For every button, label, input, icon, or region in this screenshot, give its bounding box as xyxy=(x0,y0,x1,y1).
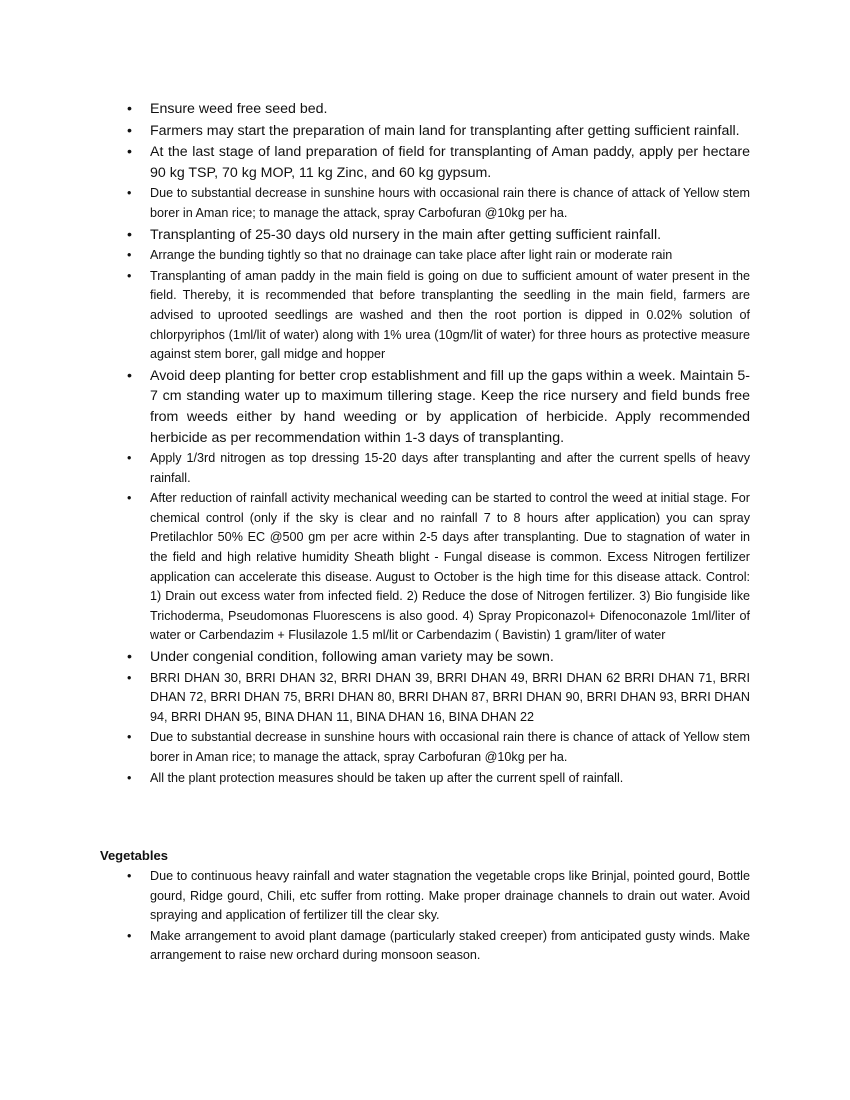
list-item: • Apply 1/3rd nitrogen as top dressing 15-20 days after transplanting and after the current spells of heavy rainfall. xyxy=(100,449,750,488)
list-item: • Due to substantial decrease in sunshine hours with occasional rain there is chance of attack of Yellow stem borer in Aman rice; to manage the attack, spray Carbofuran @10kg per ha. xyxy=(100,184,750,223)
list-item: • All the plant protection measures should be taken up after the current spell of rainfall. xyxy=(100,769,750,789)
rice-advisory-list xyxy=(100,99,750,789)
list-item: • At the last stage of land preparation of field for transplanting of Aman paddy, apply per hectare 90 kg TSP, 70 kg MOP, 11 kg Zinc, and 60 kg gypsum. xyxy=(100,142,750,183)
list-item: • Due to substantial decrease in sunshine hours with occasional rain there is chance of attack of Yellow stem borer in Aman rice; to manage the attack, spray Carbofuran @10kg per ha. xyxy=(100,728,750,767)
list-item: • Transplanting of 25-30 days old nursery in the main after getting sufficient rainfall. xyxy=(100,225,750,246)
list-item: • Under congenial condition, following aman variety may be sown. xyxy=(100,647,750,668)
list-item: • Arrange the bunding tightly so that no drainage can take place after light rain or moderate rain xyxy=(100,246,750,266)
list-item: • After reduction of rainfall activity mechanical weeding can be started to control the weed at initial stage. For chemical control (only if the sky is clear and no rainfall 7 to 8 hours after application) you can spray Pretilachlor 50% EC @500 gm per acre within 2-5 days after transplanting. Due to stagnation of water in the field and high relative humidity Sheath blight - Fungal disease is common. Excess Nitrogen fertilizer application can accelerate this disease. August to October is the high time for this disease attack. Control: 1) Drain out excess water from infected field. 2) Reduce the dose of Nitrogen fertilizer. 3) Bio fungiside like Trichoderma, Pseudomonas Fluorescens is also good. 4) Spray Propiconazol+ Difenoconazole 1ml/liter of water or Carbendazim + Flusilazole 1.5 ml/lit or Carbendazim ( Bavistin) 1 gram/liter of water xyxy=(100,489,750,646)
list-item: • Avoid deep planting for better crop establishment and fill up the gaps within a week. Maintain 5-7 cm standing water up to maximum tillering stage. Keep the rice nursery and field bunds free from weeds either by hand weeding or by application of herbicide. Apply recommended herbicide as per recommendation within 1-3 days of transplanting. xyxy=(100,366,750,448)
list-item: • BRRI DHAN 30, BRRI DHAN 32, BRRI DHAN 39, BRRI DHAN 49, BRRI DHAN 62 BRRI DHAN 71, BRRI DHAN 72, BRRI DHAN 75, BRRI DHAN 80, BRRI DHAN 87, BRRI DHAN 90, BRRI DHAN 93, BRRI DHAN 94, BRRI DHAN 95, BINA DHAN 11, BINA DHAN 16, BINA DHAN 22 xyxy=(100,669,750,728)
list-item: • Ensure weed free seed bed. xyxy=(100,99,750,120)
section-heading-vegetables: Vegetables xyxy=(100,848,168,863)
list-item: • Due to continuous heavy rainfall and water stagnation the vegetable crops like Brinjal, pointed gourd, Bottle gourd, Ridge gourd, Chili, etc suffer from rotting. Make proper drainage channels to drain out water. Avoid spraying and application of fertilizer till the clear sky. xyxy=(100,867,750,926)
vegetables-list xyxy=(100,867,750,967)
list-item: • Farmers may start the preparation of main land for transplanting after getting sufficient rainfall. xyxy=(100,121,750,142)
list-item: • Make arrangement to avoid plant damage (particularly staked creeper) from anticipated gusty winds. Make arrangement to raise new orchard during monsoon season. xyxy=(100,927,750,966)
list-item: • Transplanting of aman paddy in the main field is going on due to sufficient amount of water present in the field. Thereby, it is recommended that before transplanting the seedling in the main field, farmers are advised to uprooted seedlings are washed and then the root portion is dipped in 0.02% solution of chlorpyriphos (1ml/lit of water) along with 1% urea (10gm/lit of water) for three hours as protective measure against stem borer, gall midge and hopper xyxy=(100,267,750,365)
